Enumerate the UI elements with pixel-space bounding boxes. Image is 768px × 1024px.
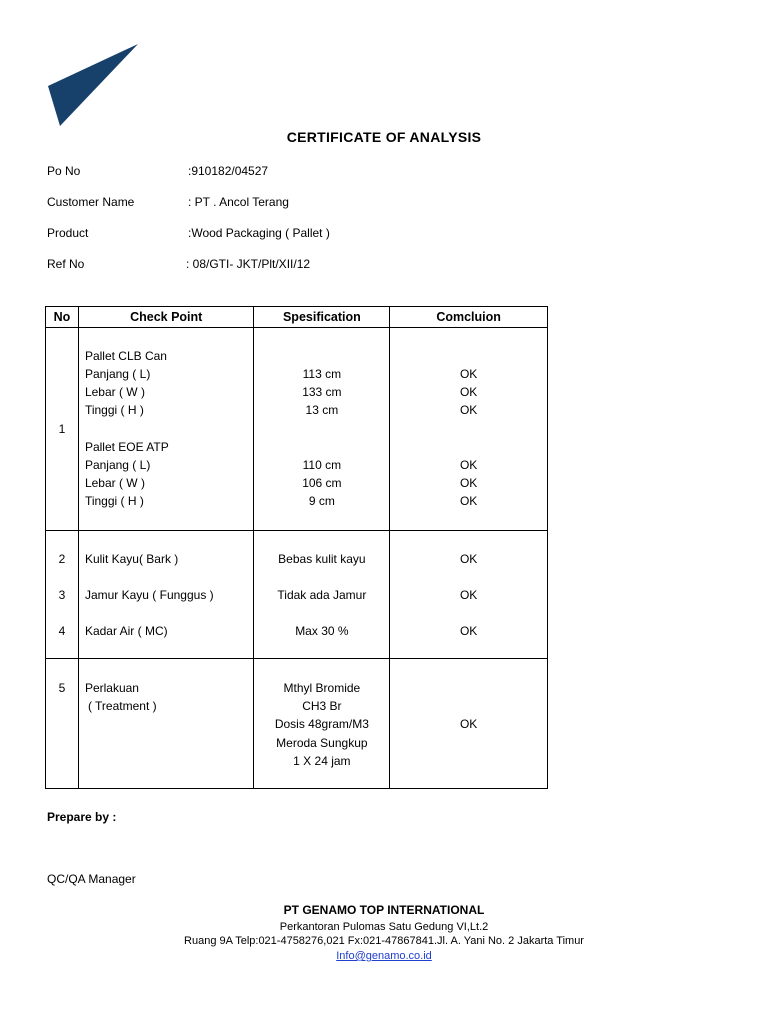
check-point: Perlakuan (84, 681, 139, 695)
check-point: Kadar Air ( MC) (84, 624, 168, 638)
spec-value: 113 cm (302, 367, 342, 381)
logo-triangle (48, 44, 138, 126)
spec-value: Tidak ada Jamur (277, 588, 367, 602)
spec-value: 133 cm (302, 385, 342, 399)
header-specification: Spesification (254, 307, 390, 328)
check-point: Lebar ( W ) (84, 385, 145, 399)
po-label: Po No (47, 164, 81, 178)
result-value: OK (459, 494, 478, 508)
product-value: :Wood Packaging ( Pallet ) (188, 226, 330, 240)
company-logo (46, 42, 138, 128)
result-value: OK (459, 385, 478, 399)
customer-label: Customer Name (47, 195, 135, 209)
prepare-by-label: Prepare by : (47, 810, 117, 824)
header-no: No (46, 307, 79, 328)
ref-label: Ref No (47, 257, 85, 271)
result-value: OK (459, 458, 478, 472)
table-row (46, 328, 548, 531)
footer-company: PT GENAMO TOP INTERNATIONAL (283, 903, 485, 917)
check-point: Panjang ( L) (84, 458, 151, 472)
spec-value: 9 cm (308, 494, 335, 508)
check-point: Lebar ( W ) (84, 476, 145, 490)
spec-value: 106 cm (302, 476, 342, 490)
check-point: Tinggi ( H ) (84, 494, 144, 508)
customer-value: : PT . Ancol Terang (188, 195, 289, 209)
header-conclusion: Comcluion (390, 307, 548, 328)
footer-address-line2: Ruang 9A Telp:021-4758276,021 Fx:021-47867841.Jl. A. Yani No. 2 Jakarta Timur (184, 935, 584, 947)
check-point: ( Treatment ) (87, 699, 157, 713)
document-title: CERTIFICATE OF ANALYSIS (286, 129, 482, 145)
product-label: Product (47, 226, 89, 240)
row-number: 5 (58, 681, 66, 695)
result-value: OK (459, 367, 478, 381)
spec-value: 1 X 24 jam (293, 754, 351, 768)
spec-value: CH3 Br (302, 699, 342, 713)
spec-value: 110 cm (302, 458, 342, 472)
result-value: OK (459, 588, 478, 602)
check-point: Kulit Kayu( Bark ) (84, 552, 179, 566)
result-value: OK (459, 476, 478, 490)
group-title: Pallet EOE ATP (84, 440, 169, 454)
row-number: 3 (58, 588, 66, 602)
header-check-point: Check Point (78, 307, 254, 328)
ref-value: : 08/GTI- JKT/Plt/XII/12 (186, 257, 311, 271)
row-number: 1 (58, 422, 66, 436)
footer-email-container (0, 950, 768, 962)
spec-value: 13 cm (305, 403, 339, 417)
group-title: Pallet CLB Can (84, 349, 167, 363)
spec-value: Mthyl Bromide (283, 681, 361, 695)
analysis-table (45, 306, 548, 789)
result-value: OK (459, 403, 478, 417)
footer-email-link[interactable]: Info@genamo.co.id (336, 950, 432, 962)
row-number: 4 (58, 624, 66, 638)
spec-value: Max 30 % (295, 624, 349, 638)
check-point: Jamur Kayu ( Funggus ) (84, 588, 214, 602)
footer-address-line1: Perkantoran Pulomas Satu Gedung VI,Lt.2 (279, 921, 489, 933)
result-value: OK (459, 624, 478, 638)
spec-value: Meroda Sungkup (276, 736, 368, 750)
check-point: Panjang ( L) (84, 367, 151, 381)
check-point: Tinggi ( H ) (84, 403, 144, 417)
result-value: OK (459, 717, 478, 731)
table-row (46, 659, 548, 789)
table-header-row (46, 307, 548, 328)
po-value: :910182/04527 (188, 164, 269, 178)
row-number: 2 (58, 552, 66, 566)
signatory-title: QC/QA Manager (47, 872, 136, 886)
spec-value: Dosis 48gram/M3 (274, 717, 369, 731)
spec-value: Bebas kulit kayu (278, 552, 366, 566)
table-row (46, 531, 548, 659)
result-value: OK (459, 552, 478, 566)
